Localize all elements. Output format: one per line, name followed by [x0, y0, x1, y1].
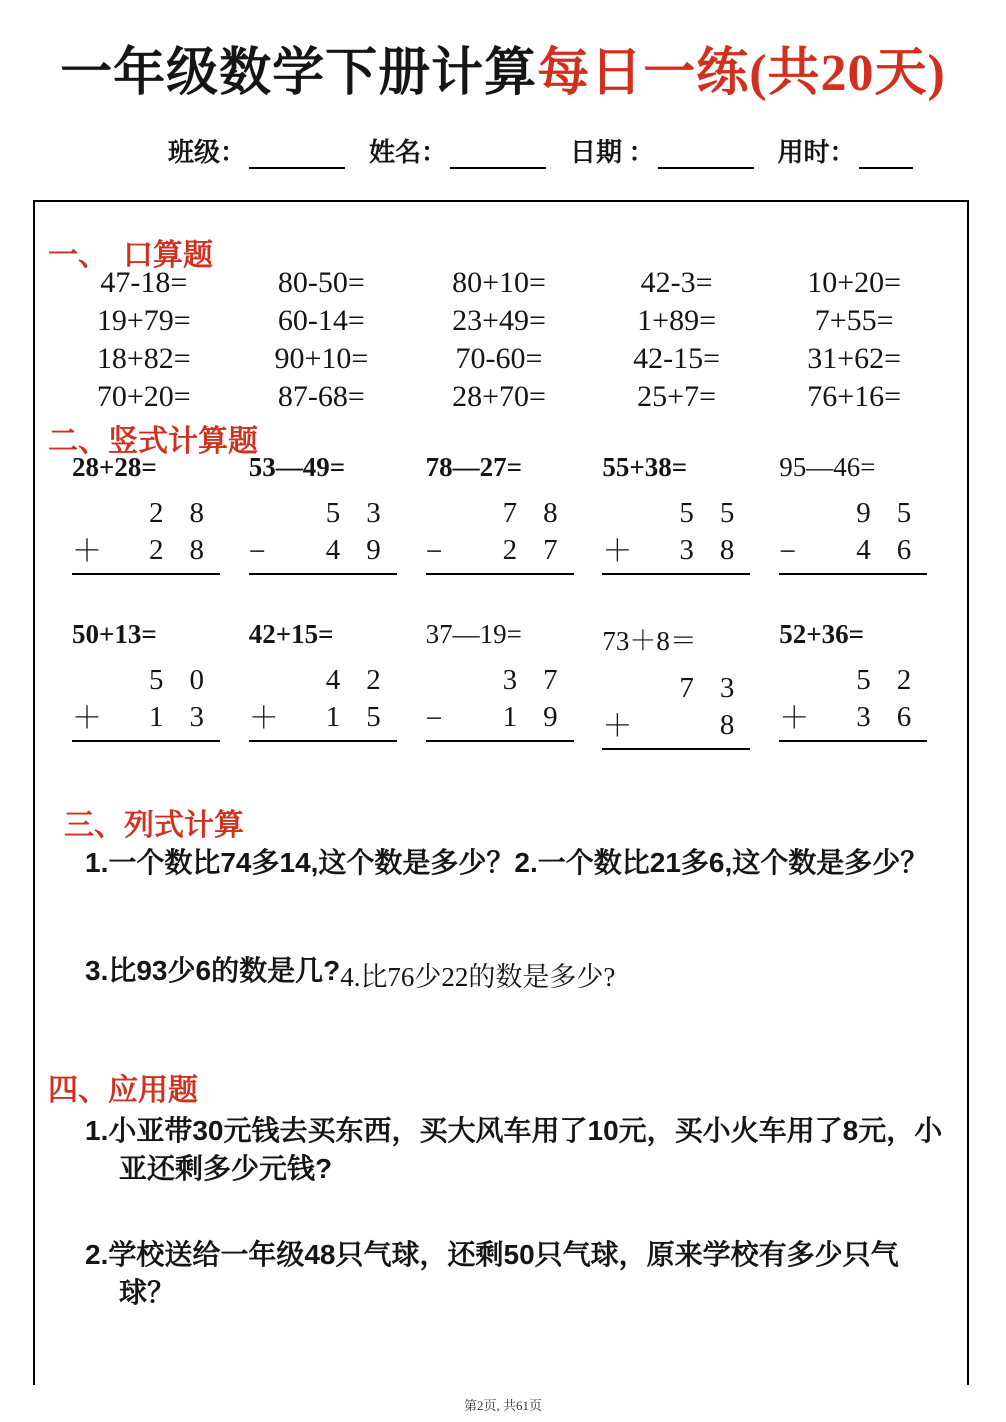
- section-heading-oral: 一、 口算题: [48, 239, 213, 272]
- digit: 5: [149, 664, 164, 696]
- title-red-part: 每日一练(共20天): [537, 45, 946, 102]
- vertical-bottom-row: [602, 705, 750, 742]
- vertical-problem-body: [602, 496, 750, 575]
- oral-problem: 42-3=: [640, 266, 713, 299]
- digit: 3: [679, 534, 694, 566]
- vertical-problem-header: 28+28=: [72, 452, 157, 482]
- digit: 1: [149, 701, 164, 733]
- answer-line: [249, 573, 397, 575]
- digit: 2: [149, 497, 164, 529]
- vertical-problem-body: [72, 496, 220, 575]
- expression-problems-row-2: [85, 949, 955, 994]
- footer-page-info: 第2页, 共61页: [463, 1398, 542, 1413]
- vertical-top-number: [779, 496, 927, 530]
- digit: 4: [325, 664, 341, 696]
- answer-line: [426, 573, 574, 575]
- vertical-problem-header: 95—46=: [779, 452, 876, 482]
- vertical-problem: [426, 452, 603, 575]
- vertical-top-number: [72, 663, 220, 697]
- vertical-top-number: [426, 663, 574, 697]
- answer-line: [249, 740, 397, 742]
- operator-sign: ＋: [248, 702, 279, 735]
- info-blank-line: [658, 139, 754, 169]
- digit: 2: [896, 664, 912, 696]
- vertical-problems: [72, 452, 956, 786]
- digit: 3: [189, 701, 204, 733]
- operator-sign: −: [425, 702, 443, 735]
- digit: 7: [543, 534, 558, 566]
- info-field: [168, 132, 345, 169]
- digit: 2: [502, 534, 518, 566]
- word-problem: 1.小亚带30元钱去买东西，买大风车用了10元，买小火车用了8元，小亚还剩多少元钱?: [85, 1115, 943, 1184]
- vertical-problems-row: [72, 452, 956, 619]
- vertical-bottom-number: [326, 701, 397, 734]
- vertical-problem-header: 37—19=: [425, 619, 522, 649]
- operator-sign: ＋: [602, 710, 633, 743]
- vertical-problem-body: [249, 663, 397, 742]
- oral-problems-grid: [55, 264, 943, 416]
- oral-problem: 1+89=: [637, 304, 717, 337]
- answer-line: [779, 740, 927, 742]
- vertical-bottom-row: [249, 697, 397, 734]
- expression-problem: 2.一个数比21多6,这个数是多少？: [514, 847, 929, 878]
- oral-problem: 80+10=: [452, 266, 546, 299]
- digit: 5: [325, 497, 341, 529]
- expression-problem: 1.一个数比74多14,这个数是多少？: [85, 847, 515, 878]
- answer-line: [779, 573, 927, 575]
- answer-line: [602, 573, 750, 575]
- answer-line: [426, 740, 574, 742]
- operator-sign: −: [425, 535, 443, 568]
- vertical-bottom-row: [779, 530, 927, 567]
- digit: 1: [502, 701, 518, 733]
- oral-problems-row: [55, 340, 943, 378]
- vertical-bottom-number: [856, 534, 927, 567]
- oral-problem: 10+20=: [807, 266, 902, 299]
- section-heading-vertical: 二、竖式计算题: [48, 425, 258, 458]
- oral-problem: 31+62=: [807, 342, 902, 375]
- vertical-problem: [249, 452, 426, 575]
- vertical-problem-body: [426, 663, 574, 742]
- vertical-bottom-number: [503, 701, 574, 734]
- vertical-bottom-row: [249, 530, 397, 567]
- expression-problems-row-1: [85, 841, 955, 881]
- digit: 3: [366, 497, 381, 529]
- oral-problems-row: [55, 378, 943, 416]
- digit: 5: [679, 497, 694, 529]
- word-problems-list: [85, 1112, 949, 1360]
- vertical-bottom-row: [426, 697, 574, 734]
- operator-sign: −: [779, 535, 797, 568]
- vertical-bottom-number: [856, 701, 927, 734]
- info-blank-line: [450, 139, 546, 169]
- vertical-bottom-row: [602, 530, 750, 567]
- vertical-problem: [602, 619, 779, 750]
- operator-sign: −: [248, 535, 266, 568]
- vertical-problem-header: 53—49=: [248, 452, 346, 482]
- digit: 5: [719, 497, 735, 529]
- operator-sign: ＋: [72, 702, 102, 735]
- student-info-row: [168, 132, 913, 169]
- vertical-problem-body: [426, 496, 574, 575]
- vertical-bottom-row: [779, 697, 927, 734]
- page-title: [0, 30, 1006, 105]
- digit: 5: [896, 497, 912, 529]
- vertical-problem-body: [72, 663, 220, 742]
- oral-problem: 7+55=: [814, 304, 894, 337]
- digit: 3: [856, 701, 871, 733]
- vertical-top-number: [602, 671, 750, 705]
- digit: 8: [543, 497, 558, 529]
- info-field: [570, 132, 754, 169]
- vertical-bottom-number: [149, 534, 220, 567]
- digit: 8: [719, 709, 735, 741]
- digit: 5: [856, 664, 871, 696]
- digit: 8: [189, 497, 204, 529]
- digit: 9: [856, 497, 871, 529]
- vertical-bottom-number: [720, 709, 751, 742]
- oral-problem: 76+16=: [807, 380, 902, 413]
- vertical-problem-header: 42+15=: [248, 619, 334, 649]
- vertical-problem-header: 50+13=: [72, 619, 157, 649]
- vertical-top-number: [426, 496, 574, 530]
- vertical-bottom-number: [679, 534, 750, 567]
- section-heading-word-problems: 四、应用题: [48, 1074, 198, 1107]
- digit: 2: [149, 534, 164, 566]
- oral-problem: 18+82=: [96, 342, 191, 375]
- oral-problem: 80-50=: [277, 266, 365, 299]
- vertical-bottom-row: [426, 530, 574, 567]
- digit: 4: [856, 534, 871, 566]
- operator-sign: ＋: [779, 702, 810, 735]
- oral-problem: 90+10=: [274, 342, 369, 375]
- vertical-top-number: [249, 496, 397, 530]
- vertical-bottom-number: [503, 534, 574, 567]
- digit: 0: [189, 664, 204, 696]
- vertical-problems-row: [72, 619, 956, 786]
- vertical-problem: [602, 452, 779, 575]
- digit: 9: [543, 701, 558, 733]
- oral-problems-row: [55, 264, 943, 302]
- digit: 3: [719, 672, 735, 704]
- vertical-top-number: [72, 496, 220, 530]
- vertical-problem-header: 73＋8＝: [602, 626, 697, 656]
- oral-problem: 70-60=: [455, 342, 543, 375]
- digit: 9: [366, 534, 381, 566]
- operator-sign: ＋: [72, 535, 102, 568]
- section-heading-expressions: 三、列式计算: [64, 809, 244, 842]
- info-field-label: 姓名：: [369, 138, 448, 167]
- vertical-problem: [72, 452, 249, 575]
- oral-problem: 25+7=: [637, 380, 717, 413]
- digit: 7: [679, 672, 694, 704]
- vertical-bottom-row: [72, 530, 220, 567]
- answer-line: [602, 748, 750, 750]
- oral-problem: 23+49=: [452, 304, 546, 337]
- info-field-label: 日期 ：: [570, 138, 655, 167]
- vertical-problem: [779, 619, 956, 742]
- vertical-problem-header: 52+36=: [779, 619, 864, 649]
- answer-line: [72, 573, 220, 575]
- digit: 6: [896, 534, 912, 566]
- info-field-label: 班级：: [168, 138, 247, 167]
- vertical-bottom-row: [72, 697, 220, 734]
- info-blank-line: [859, 139, 913, 169]
- title-black-part: 一年级数学下册计算: [60, 45, 538, 102]
- digit: 4: [325, 534, 341, 566]
- oral-problem: 87-68=: [277, 380, 365, 413]
- oral-problem: 70+20=: [96, 380, 191, 413]
- vertical-problem-body: [249, 496, 397, 575]
- oral-problem: 47-18=: [100, 266, 188, 299]
- vertical-problem: [779, 452, 956, 575]
- vertical-problem-body: [779, 496, 927, 575]
- digit: 7: [502, 497, 518, 529]
- vertical-bottom-number: [149, 701, 220, 734]
- digit: 6: [896, 701, 912, 733]
- vertical-problem-header: 55+38=: [602, 452, 688, 482]
- word-problem: 2.学校送给一年级48只气球，还剩50只气球，原来学校有多少只气球？: [85, 1239, 899, 1308]
- info-blank-line: [249, 139, 345, 169]
- info-field: [369, 132, 546, 169]
- expression-problem: 3.比93少6的数是几?: [85, 955, 341, 986]
- oral-problems-row: [55, 302, 943, 340]
- vertical-top-number: [602, 496, 750, 530]
- vertical-problem-header: 78—27=: [425, 452, 522, 482]
- digit: 8: [189, 534, 204, 566]
- oral-problem: 42-15=: [633, 342, 721, 375]
- vertical-problem-body: [602, 671, 750, 750]
- vertical-problem: [72, 619, 249, 742]
- oral-problem: 19+79=: [96, 304, 191, 337]
- digit: 3: [502, 664, 518, 696]
- vertical-problem-body: [779, 663, 927, 742]
- vertical-top-number: [249, 663, 397, 697]
- expression-problem: 4.比76少22的数是多少?: [340, 962, 616, 992]
- operator-sign: ＋: [602, 535, 633, 568]
- info-field: [778, 132, 913, 169]
- vertical-problem: [426, 619, 603, 742]
- vertical-top-number: [779, 663, 927, 697]
- digit: 7: [543, 664, 558, 696]
- digit: 1: [325, 701, 341, 733]
- oral-problem: 60-14=: [277, 304, 365, 337]
- answer-line: [72, 740, 220, 742]
- info-field-label: 用时：: [777, 138, 856, 167]
- digit: 8: [719, 534, 735, 566]
- vertical-bottom-number: [326, 534, 397, 567]
- vertical-problem: [249, 619, 426, 742]
- oral-problem: 28+70=: [452, 380, 546, 413]
- digit: 5: [366, 701, 381, 733]
- digit: 2: [366, 664, 381, 696]
